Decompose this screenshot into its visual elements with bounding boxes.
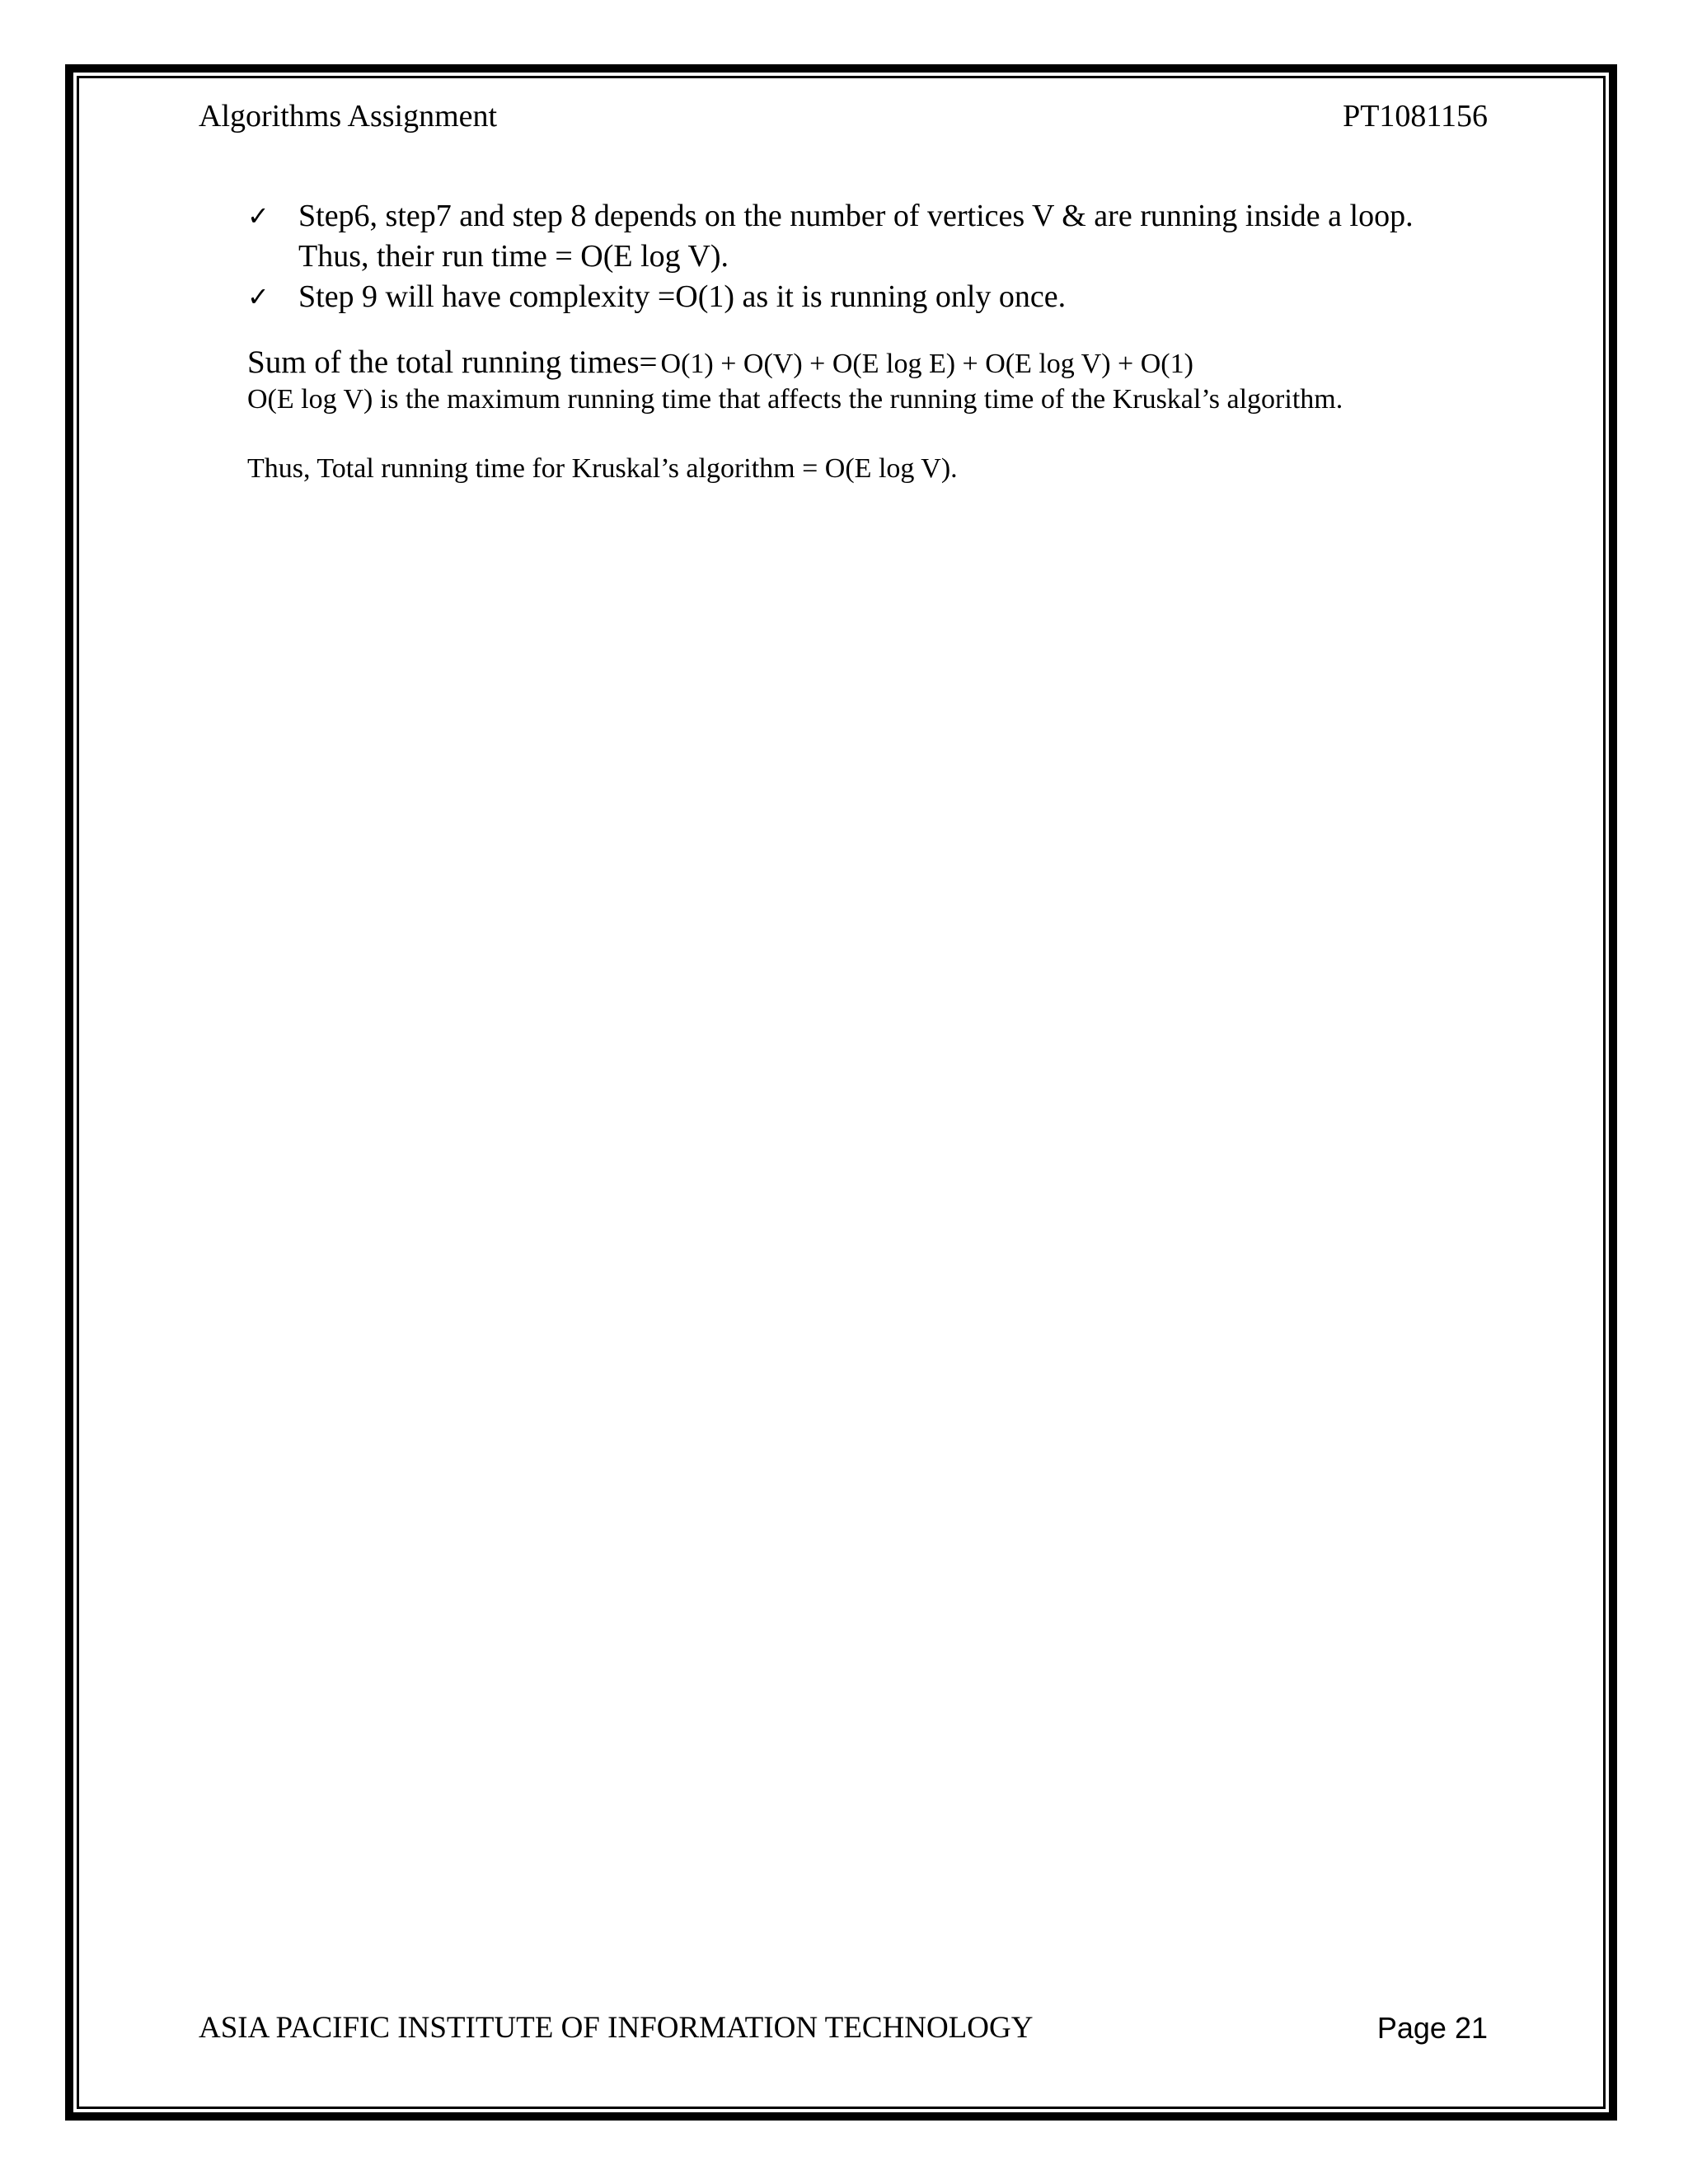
bullet-item-step-9 (247, 277, 1500, 317)
header-student-id: PT1081156 (1343, 99, 1488, 134)
footer-institution: ASIA PACIFIC INSTITUTE OF INFORMATION TECHNOLOGY (199, 2011, 1034, 2045)
bullet-line: Thus, their run time = O(E log V). (298, 239, 729, 274)
complexity-bullet-list (247, 196, 1500, 317)
bullet-line: Step6, step7 and step 8 depends on the number of vertices V & are running inside a loop. (298, 199, 1414, 233)
footer-page-number: Page 21 (1376, 2011, 1488, 2045)
sum-label: Sum of the total running times= (247, 344, 658, 380)
bullet-line: Step 9 will have complexity =O(1) as it is running only once. (298, 279, 1067, 314)
sum-expression: O(1) + O(V) + O(E log E) + O(E log V) + O(1) (660, 349, 1193, 379)
bullet-item-steps-6-8 (247, 196, 1500, 277)
check-icon: ✓ (247, 200, 270, 232)
max-running-time-statement: O(E log V) is the maximum running time that affects the running time of the Kruskal’s algorithm. (247, 384, 1343, 415)
header-title: Algorithms Assignment (199, 99, 498, 134)
total-running-time-statement: Thus, Total running time for Kruskal’s algorithm = O(E log V). (247, 453, 958, 484)
check-icon: ✓ (247, 281, 270, 312)
